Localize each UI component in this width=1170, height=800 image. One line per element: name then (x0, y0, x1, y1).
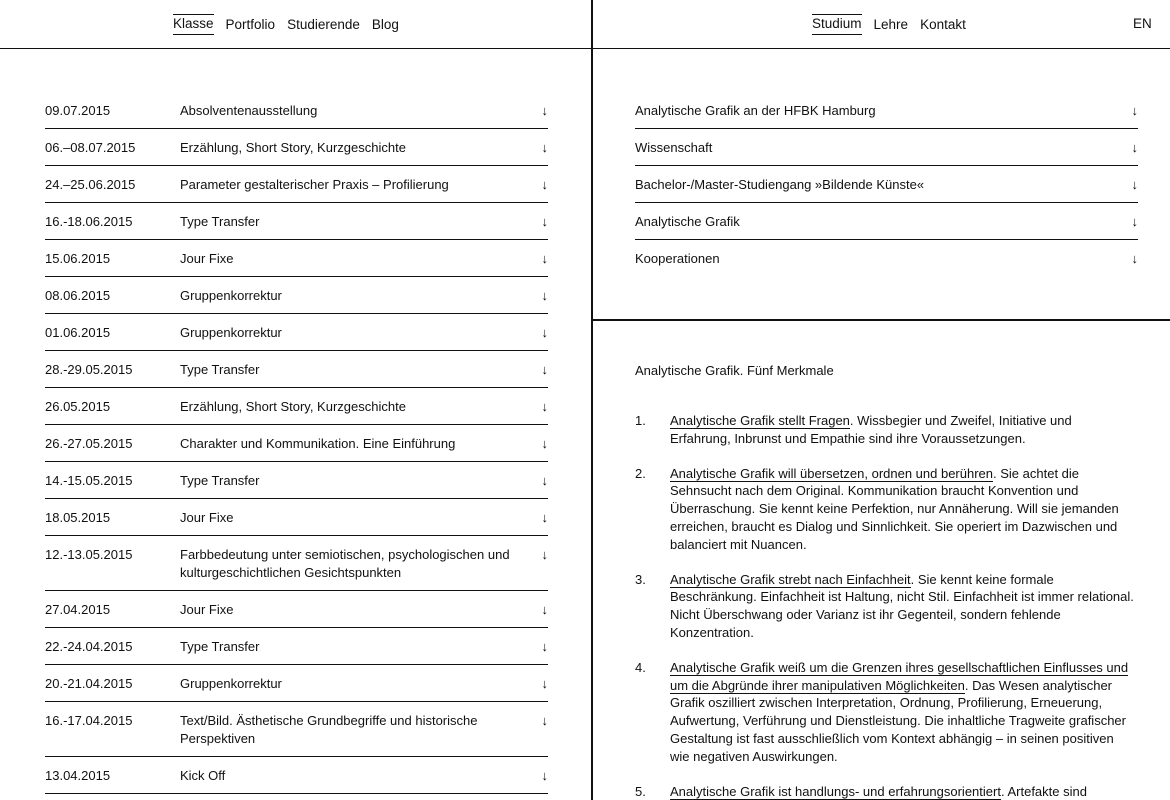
event-row[interactable] (45, 702, 548, 757)
horizontal-divider (591, 319, 1170, 321)
arrow-down-icon: ↓ (541, 510, 548, 525)
arrow-down-icon: ↓ (541, 436, 548, 451)
event-row[interactable] (45, 166, 548, 203)
arrow-down-icon: ↓ (541, 399, 548, 414)
studium-nav-item[interactable] (635, 240, 1138, 276)
event-row[interactable] (45, 757, 548, 794)
article-item-number: 2. (635, 465, 646, 481)
nav-right (812, 16, 966, 35)
article-item-lead-link[interactable]: Analytische Grafik ist handlungs- und erfahrungsorientiert (670, 783, 1001, 799)
article-item-body (670, 571, 1135, 642)
event-title: Gruppenkorrektur (180, 288, 282, 303)
event-title: Type Transfer (180, 473, 260, 488)
arrow-down-icon: ↓ (541, 214, 548, 229)
nav-studierende[interactable]: Studierende (287, 17, 360, 32)
article-item (635, 412, 1135, 448)
event-row[interactable] (45, 591, 548, 628)
article-item-body (670, 783, 1135, 800)
article (635, 362, 1135, 800)
article-item-body (670, 659, 1135, 766)
event-row[interactable] (45, 536, 548, 591)
arrow-down-icon: ↓ (541, 325, 548, 340)
event-row[interactable] (45, 462, 548, 499)
studium-nav-label: Analytische Grafik (635, 214, 740, 229)
event-title: Charakter und Kommunikation. Eine Einführung (180, 436, 456, 451)
event-title: Parameter gestalterischer Praxis – Profilierung (180, 177, 449, 192)
article-item-number: 4. (635, 659, 646, 675)
event-date: 16.-17.04.2015 (45, 713, 133, 728)
event-title: Jour Fixe (180, 510, 234, 525)
event-row[interactable] (45, 351, 548, 388)
event-row[interactable] (45, 665, 548, 702)
studium-nav-list (635, 92, 1138, 276)
arrow-down-icon: ↓ (541, 288, 548, 303)
event-row[interactable] (45, 499, 548, 536)
event-title: Gruppenkorrektur (180, 676, 282, 691)
nav-studium[interactable]: Studium (812, 14, 862, 35)
event-title: Erzählung, Short Story, Kurzgeschichte (180, 140, 406, 155)
arrow-down-icon: ↓ (541, 602, 548, 617)
article-item-lead-link[interactable]: Analytische Grafik strebt nach Einfachheit (670, 571, 911, 587)
vertical-divider (591, 0, 593, 800)
arrow-down-icon: ↓ (1131, 103, 1138, 118)
article-item-number: 3. (635, 571, 646, 587)
event-title: Absolventenausstellung (180, 103, 318, 118)
article-item-lead-link[interactable]: Analytische Grafik weiß um die Grenzen ihres gesellschaftlichen Einflusses und um die Abgründe ihrer manipulativen Möglichkeiten (670, 659, 1129, 693)
article-item-lead-link[interactable]: Analytische Grafik will übersetzen, ordnen und berühren (670, 465, 994, 481)
studium-nav-label: Bachelor-/Master-Studiengang »Bildende Künste« (635, 177, 925, 192)
event-title: Erzählung, Short Story, Kurzgeschichte (180, 399, 406, 414)
event-row[interactable] (45, 203, 548, 240)
event-row[interactable] (45, 314, 548, 351)
event-row[interactable] (45, 628, 548, 665)
article-item-text: . Sie kennt keine formale Beschränkung. Einfachheit ist Haltung, nicht Stil. Einfachheit ist immer relational. Nicht Überschwang oder Varianz ist ihr Gegenteil, sondern fehlende Konzentration. (670, 571, 1134, 640)
event-title: Kick Off (180, 768, 226, 783)
studium-nav-label: Kooperationen (635, 251, 720, 266)
event-date: 13.04.2015 (45, 768, 111, 783)
event-date: 01.06.2015 (45, 325, 111, 340)
event-date: 09.07.2015 (45, 103, 111, 118)
article-item (635, 465, 1135, 554)
event-date: 20.-21.04.2015 (45, 676, 133, 691)
arrow-down-icon: ↓ (541, 676, 548, 691)
event-title: Type Transfer (180, 214, 260, 229)
arrow-down-icon: ↓ (541, 177, 548, 192)
article-item-text: . Wissbegier und Zweifel, Initiative und Erfahrung, Inbrunst und Empathie sind ihre Voraussetzungen. (670, 413, 1072, 446)
nav-kontakt[interactable]: Kontakt (920, 17, 966, 32)
arrow-down-icon: ↓ (541, 639, 548, 654)
arrow-down-icon: ↓ (1131, 140, 1138, 155)
nav-blog[interactable]: Blog (371, 17, 399, 32)
studium-nav-item[interactable] (635, 203, 1138, 240)
event-title: Jour Fixe (180, 602, 234, 617)
event-row[interactable] (45, 240, 548, 277)
studium-nav-item[interactable] (635, 92, 1138, 129)
article-item (635, 659, 1135, 766)
article-item-text: . Das Wesen analytischer Grafik oszilliert zwischen Interpretation, Ordnung, Profilierung, Erneuerung, Aufwertung, Verführung und Dienstleistung. Die inhaltliche Tragweite grafischer Gestaltung ist fast ausschließlich vom Kontext abhängig – in seinen positiven wie negativen Auswirkungen. (670, 677, 1126, 764)
article-item-number: 1. (635, 413, 646, 428)
article-item-lead-link[interactable]: Analytische Grafik stellt Fragen (670, 413, 850, 428)
event-date: 14.-15.05.2015 (45, 473, 133, 488)
studium-nav-item[interactable] (635, 129, 1138, 166)
event-title: Type Transfer (180, 639, 260, 654)
event-title: Jour Fixe (180, 251, 234, 266)
article-list (635, 412, 1135, 800)
nav-left (173, 16, 399, 35)
event-list (45, 92, 548, 794)
event-row[interactable] (45, 425, 548, 462)
event-row[interactable] (45, 388, 548, 425)
nav-klasse[interactable]: Klasse (173, 14, 214, 35)
event-title: Text/Bild. Ästhetische Grundbegriffe und historische Perspektiven (180, 713, 478, 746)
event-date: 24.–25.06.2015 (45, 177, 136, 192)
language-switch[interactable]: EN (1133, 16, 1152, 31)
event-row[interactable] (45, 277, 548, 314)
article-title: Analytische Grafik. Fünf Merkmale (635, 363, 834, 378)
arrow-down-icon: ↓ (541, 713, 548, 728)
event-date: 22.-24.04.2015 (45, 639, 133, 654)
article-item-text: . Sie achtet die Sehnsucht nach dem Original. Kommunikation braucht Konvention und Überraschung. Sie kennt keine Perfektion, nur Annäherung. Will sie jemanden erreichen, braucht es Dialog und Sinnlichkeit. Sie operiert im Dazwischen und balanciert mit Nuancen. (670, 465, 1119, 552)
arrow-down-icon: ↓ (1131, 177, 1138, 192)
article-item (635, 783, 1135, 800)
arrow-down-icon: ↓ (1131, 251, 1138, 266)
article-item (635, 571, 1135, 642)
studium-nav-item[interactable] (635, 166, 1138, 203)
arrow-down-icon: ↓ (541, 473, 548, 488)
arrow-down-icon: ↓ (541, 140, 548, 155)
arrow-down-icon: ↓ (541, 103, 548, 118)
event-date: 16.-18.06.2015 (45, 214, 133, 229)
arrow-down-icon: ↓ (541, 768, 548, 783)
event-date: 28.-29.05.2015 (45, 362, 133, 377)
event-date: 08.06.2015 (45, 288, 111, 303)
article-item-text: . Artefakte sind (1000, 783, 1087, 799)
event-date: 27.04.2015 (45, 602, 111, 617)
arrow-down-icon: ↓ (541, 547, 548, 562)
nav-portfolio[interactable]: Portfolio (225, 17, 276, 32)
event-row[interactable] (45, 129, 548, 166)
event-row[interactable] (45, 92, 548, 129)
arrow-down-icon: ↓ (541, 362, 548, 377)
event-date: 26.05.2015 (45, 399, 111, 414)
studium-nav-label: Wissenschaft (635, 140, 713, 155)
event-date: 18.05.2015 (45, 510, 111, 525)
event-date: 15.06.2015 (45, 251, 111, 266)
article-item-body (670, 465, 1135, 554)
event-date: 06.–08.07.2015 (45, 140, 136, 155)
nav-lehre[interactable]: Lehre (873, 17, 909, 32)
arrow-down-icon: ↓ (1131, 214, 1138, 229)
article-item-number: 5. (635, 783, 646, 799)
event-title: Type Transfer (180, 362, 260, 377)
event-title: Gruppenkorrektur (180, 325, 282, 340)
article-item-body (670, 412, 1135, 448)
studium-nav-label: Analytische Grafik an der HFBK Hamburg (635, 103, 876, 118)
arrow-down-icon: ↓ (541, 251, 548, 266)
event-date: 26.-27.05.2015 (45, 436, 133, 451)
event-date: 12.-13.05.2015 (45, 547, 133, 562)
event-title: Farbbedeutung unter semiotischen, psychologischen und kulturgeschichtlichen Gesichtspunkten (180, 547, 510, 580)
